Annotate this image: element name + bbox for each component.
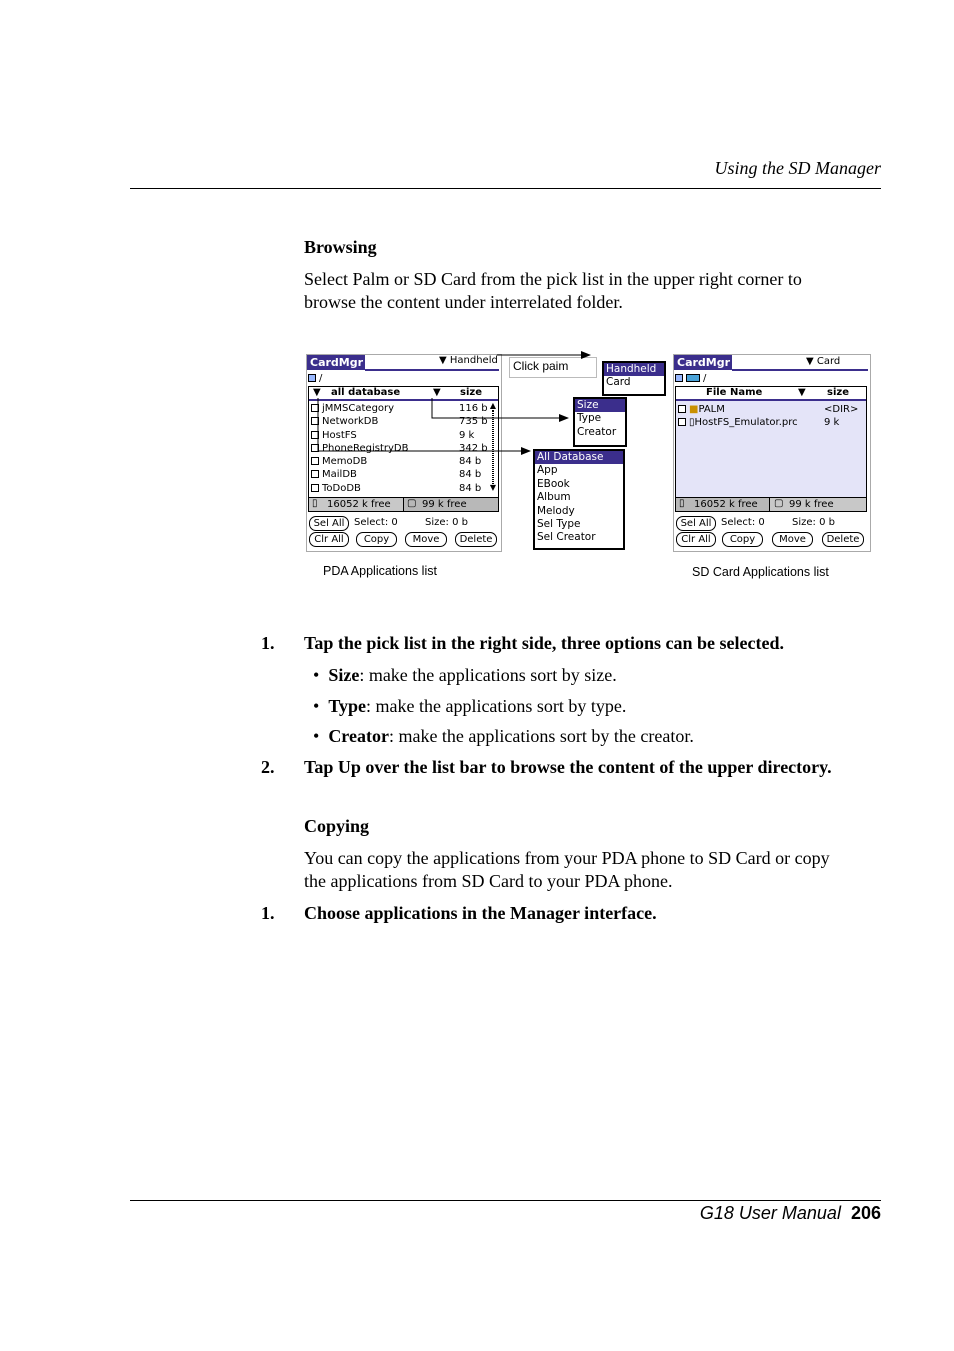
card-screen — [673, 354, 871, 552]
delete-button[interactable]: Delete — [822, 532, 864, 547]
card-rows — [678, 403, 864, 430]
bullet-term: Creator — [328, 726, 389, 746]
page-number: 206 — [850, 1203, 881, 1223]
right-figure-caption: SD Card Applications list — [692, 565, 829, 579]
sel-all-button[interactable]: Sel All — [309, 516, 349, 531]
popup-option[interactable]: Melody — [537, 504, 575, 517]
pda-app-title: CardMgr — [307, 355, 365, 370]
bullet-icon: • — [313, 665, 320, 685]
pda-col-name: all database — [331, 387, 401, 398]
file-icon: ▯ — [689, 417, 695, 429]
source-popup — [602, 361, 666, 396]
item-name: MemoDB — [322, 456, 368, 468]
card-source-picker-label: Card — [816, 356, 841, 367]
card-path-row[interactable] — [675, 373, 706, 384]
card-free-left: 16052 k free — [694, 499, 758, 510]
filter-popup — [533, 449, 625, 550]
item-name: PALM — [698, 404, 725, 415]
bullet-text: : make the applications sort by size. — [359, 665, 617, 685]
folder-icon — [675, 374, 683, 382]
item-name: PhoneRegistryDB — [322, 442, 409, 454]
folder-icon: ■ — [689, 404, 699, 415]
item-size: 9 k — [824, 417, 840, 429]
click-callout: Click paim — [509, 357, 597, 378]
footer — [700, 1203, 881, 1224]
item-name: MailDB — [322, 469, 357, 481]
item-name: NetworkDB — [322, 416, 379, 428]
popup-option[interactable]: Sel Creator — [537, 531, 596, 544]
copy-button[interactable]: Copy — [722, 532, 763, 547]
card-app-title: CardMgr — [674, 355, 732, 370]
bullet-term: Size — [328, 665, 360, 685]
arrow-to-filter-popup — [318, 398, 530, 451]
step-1-text: Tap the pick list in the right side, three options can be selected. — [304, 633, 785, 653]
chevron-down-icon: ▼ — [439, 355, 447, 366]
card-list-header[interactable] — [676, 387, 866, 401]
pda-free-left: 16052 k free — [327, 499, 391, 510]
copy-step-1-text: Choose applications in the Manager interface. — [304, 903, 657, 923]
list-item[interactable] — [678, 403, 864, 416]
item-name: HostFS_Emulator.prc — [694, 417, 798, 429]
sort-popup — [573, 397, 627, 447]
delete-button[interactable]: Delete — [455, 532, 497, 547]
card-status-bar — [676, 497, 866, 511]
chevron-down-icon: ▼ — [806, 356, 814, 367]
item-name: HostFS — [322, 429, 357, 441]
bullet-icon: • — [313, 696, 320, 716]
copying-heading: Copying — [304, 816, 370, 836]
item-size: 9 k — [459, 429, 475, 441]
move-button[interactable]: Move — [772, 532, 813, 547]
size-count: Size: 0 b — [425, 517, 468, 528]
pda-free-right: 99 k free — [422, 499, 467, 510]
item-size: 342 b — [459, 442, 488, 454]
item-name: ToDoDB — [322, 482, 361, 494]
sort-arrow-icon: ▼ — [313, 387, 321, 398]
popup-option[interactable]: Card — [606, 376, 631, 389]
bullet-text: : make the applications sort by type. — [365, 696, 627, 716]
copying-line-1: You can copy the applications from your PDA phone to SD Card or copy — [304, 848, 830, 868]
size-count: Size: 0 b — [792, 517, 835, 528]
pda-path: / — [319, 373, 323, 384]
item-size: <DIR> — [824, 404, 859, 415]
item-size: 84 b — [459, 469, 482, 481]
scroll-down-icon[interactable]: ▼ — [489, 483, 497, 492]
card-source-picker[interactable] — [806, 356, 840, 367]
clr-all-button[interactable]: Clr All — [676, 532, 716, 547]
step-1-number: 1. — [261, 633, 275, 653]
card-title-underline — [732, 369, 868, 371]
handheld-icon: ▯ — [312, 498, 318, 509]
item-name: jMMSCategory — [322, 403, 395, 414]
arrow-to-sort-popup — [432, 398, 568, 418]
sel-all-button[interactable]: Sel All — [676, 516, 716, 531]
item-size: 116 b — [459, 403, 488, 414]
bullet-icon: • — [313, 726, 320, 746]
checkbox[interactable] — [678, 418, 686, 426]
up-directory-icon[interactable] — [686, 374, 700, 382]
step-2-number: 2. — [261, 757, 275, 777]
card-file-list — [675, 386, 867, 512]
card-col-name: File Name — [706, 387, 763, 398]
popup-option[interactable]: App — [537, 464, 558, 477]
popup-option[interactable]: Type — [577, 412, 602, 425]
card-path: / — [703, 373, 707, 384]
bullet-text: : make the applications sort by the creator. — [388, 726, 694, 746]
popup-option[interactable]: All Database — [535, 451, 623, 464]
copy-button[interactable]: Copy — [356, 532, 397, 547]
bullet-type — [313, 696, 626, 717]
select-count: Select: 0 — [721, 517, 765, 528]
footer-rule — [130, 1200, 881, 1201]
popup-option[interactable]: Size — [575, 399, 625, 412]
scroll-up-icon[interactable]: ▲ — [489, 401, 497, 410]
item-size: 735 b — [459, 416, 488, 428]
move-button[interactable]: Move — [405, 532, 447, 547]
bullet-term: Type — [328, 696, 366, 716]
item-size: 84 b — [459, 456, 482, 468]
manual-title: G18 User Manual — [699, 1203, 841, 1223]
checkbox[interactable] — [678, 405, 686, 413]
browsing-line-2: browse the content under interrelated folder. — [304, 292, 623, 312]
copying-paragraph — [304, 847, 894, 893]
pda-col-size: size — [460, 387, 482, 398]
card-col-size: size — [827, 387, 849, 398]
handheld-icon: ▯ — [679, 498, 685, 509]
copy-step-1-number: 1. — [261, 903, 275, 923]
bullet-creator — [313, 726, 694, 747]
browsing-line-1: Select Palm or SD Card from the pick list in the upper right corner to — [304, 269, 802, 289]
filter-arrow-icon[interactable]: ▼ — [433, 387, 441, 398]
bullet-size — [313, 665, 617, 686]
item-size: 84 b — [459, 482, 482, 494]
running-header: Using the SD Manager — [714, 158, 881, 178]
popup-option[interactable]: Sel Type — [537, 517, 581, 530]
list-item[interactable] — [678, 416, 864, 429]
step-2-text: Tap Up over the list bar to browse the content of the upper directory. — [304, 757, 832, 777]
popup-option[interactable]: Creator — [577, 425, 617, 438]
copying-line-2: the applications from SD Card to your PDA phone. — [304, 871, 673, 891]
left-figure-caption: PDA Applications list — [323, 564, 437, 578]
clr-all-button[interactable]: Clr All — [309, 532, 349, 547]
sort-arrow-icon[interactable]: ▼ — [798, 387, 806, 398]
popup-option[interactable]: Album — [537, 491, 571, 504]
popup-option[interactable]: Handheld — [604, 363, 664, 376]
card-free-right: 99 k free — [789, 499, 834, 510]
pda-source-picker-label: Handheld — [449, 355, 498, 366]
card-icon: ▢ — [774, 498, 784, 509]
popup-option[interactable]: EBook — [537, 477, 570, 490]
select-count: Select: 0 — [354, 517, 398, 528]
card-icon: ▢ — [407, 498, 417, 509]
browsing-heading: Browsing — [304, 237, 377, 257]
